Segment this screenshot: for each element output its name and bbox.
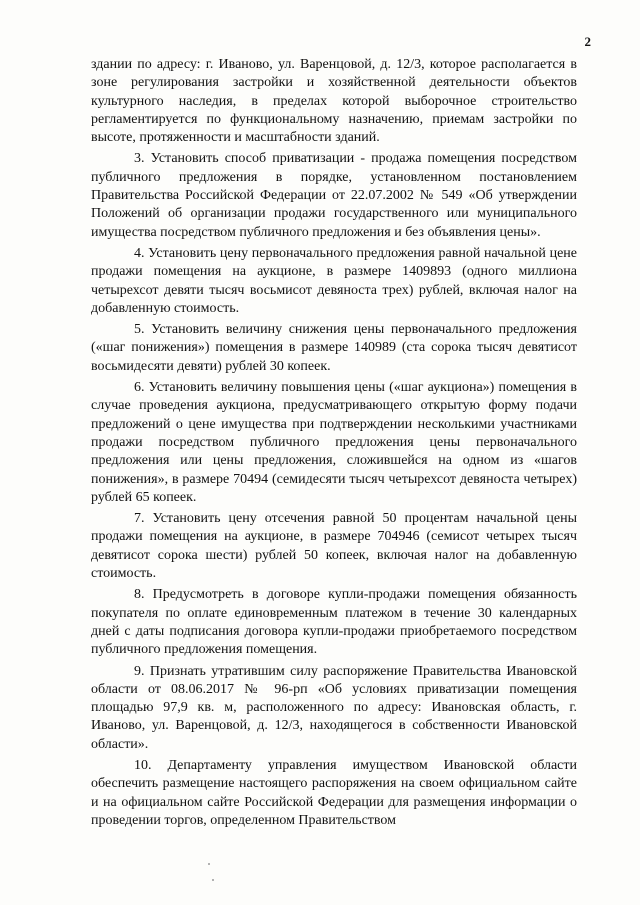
paragraph-item-3: 3. Установить способ приватизации - продажа помещения посредством публичного предложения в порядке, установленном постановлением Правительства Российской Федерации от 22.07.2002 № 549 «Об утверждении Положений об организации продажи государственного или муниципального имущества посредством публичного предложения и без объявления цены». xyxy=(91,151,577,240)
page-number: 2 xyxy=(584,34,591,49)
paragraph-item-9: 9. Признать утратившим силу распоряжение Правительства Ивановской области от 08.06.2017 № 96-рп «Об условиях приватизации помещения площадью 97,9 кв. м, расположенного по адресу: Ивановская область, г. Иваново, ул. Варенцовой, д. 12/3, находящегося в собственности Ивановской области». xyxy=(91,663,577,752)
paragraph-item-4: 4. Установить цену первоначального предложения равной начальной цене продажи помещения на аукционе, в размере 1409893 (одного миллиона четырехсот девяти тысяч восьмисот девяноста трех) рублей, включая налог на добавленную стоимость. xyxy=(91,245,577,316)
document-body xyxy=(91,56,577,830)
paragraph-continuation: здании по адресу: г. Иваново, ул. Варенцовой, д. 12/3, которое располагается в зоне регулирования застройки и хозяйственной деятельности объектов культурного наследия, в пределах которой выборочное строительство регламентируется по функциональному назначению, приемам застройки по высоте, протяженности и масштабности зданий. xyxy=(91,57,577,146)
paragraph-item-8: 8. Предусмотреть в договоре купли-продажи помещения обязанность покупателя по оплате единовременным платежом в течение 30 календарных дней с даты подписания договора купли-продажи приобретаемого посредством публичного предложения помещения. xyxy=(91,587,577,658)
paragraph-item-6: 6. Установить величину повышения цены («шаг аукциона») помещения в случае проведения аукциона, предусматривающего открытую форму подачи предложений о цене имущества при подтверждении несколькими участниками продажи посредством публичного предложения цены первоначального предложения или цены предложения, сложившейся на одном из «шагов понижения», в размере 70494 (семидесяти тысяч четырехсот девяноста четырех) рублей 65 копеек. xyxy=(91,380,577,505)
scan-speck xyxy=(208,863,210,865)
paragraph-item-5: 5. Установить величину снижения цены первоначального предложения («шаг понижения») помещения в размере 140989 (ста сорока тысяч девятисот восьмидесяти девяти) рублей 30 копеек. xyxy=(91,322,577,374)
scan-speck xyxy=(212,879,214,881)
paragraph-item-7: 7. Установить цену отсечения равной 50 процентам начальной цены продажи помещения на аукционе, в размере 704946 (семисот четырех тысяч девятисот сорока шести) рублей 50 копеек, включая налог на добавленную стоимость. xyxy=(91,511,577,582)
paragraph-item-10: 10. Департаменту управления имуществом Ивановской области обеспечить размещение настоящего распоряжения на своем официальном сайте и на официальном сайте Российской Федерации для размещения информации о проведении торгов, определенном Правительством xyxy=(91,757,577,828)
